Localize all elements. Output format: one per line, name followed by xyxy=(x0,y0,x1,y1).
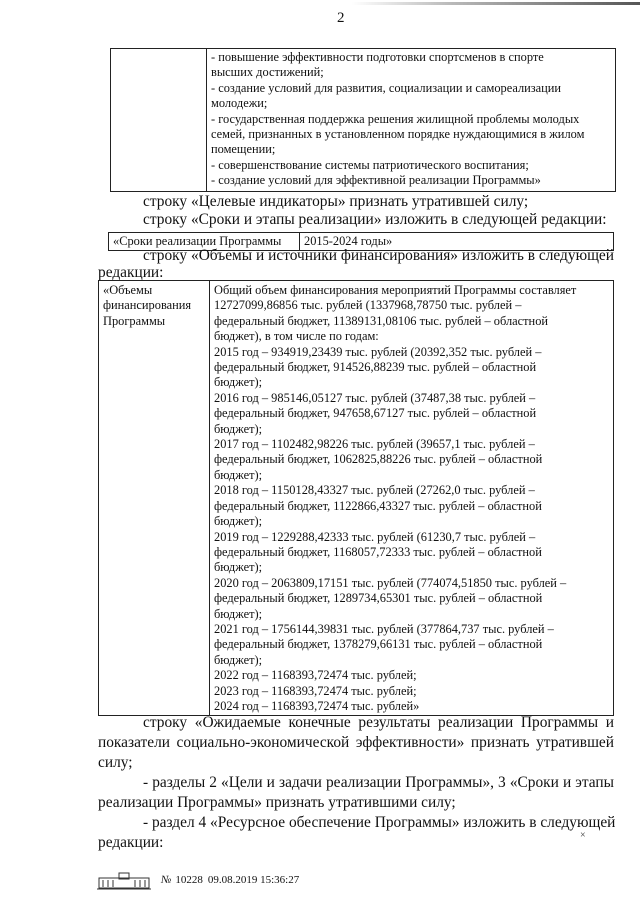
finance-line: федеральный бюджет, 11389131,08106 тыс. рублей – областной xyxy=(214,313,549,328)
goals-line: - повышение эффективности подготовки спортсменов в спорте xyxy=(211,50,544,64)
page-number: 2 xyxy=(337,10,345,26)
finance-table xyxy=(98,280,614,716)
finance-line: 2016 год – 985146,05127 тыс. рублей (37487,38 тыс. рублей – xyxy=(214,390,536,405)
finance-label-line: «Объемы xyxy=(103,283,153,297)
finance-line: 2015 год – 934919,23439 тыс. рублей (20392,352 тыс. рублей – xyxy=(214,344,542,359)
finance-line: 2020 год – 2063809,17151 тыс. рублей (774074,51850 тыс. рублей – xyxy=(214,575,567,590)
paragraph-expected-results: строку «Ожидаемые конечные результаты реализации Программы и xyxy=(143,714,614,731)
goals-line: - совершенствование системы патриотического воспитания; xyxy=(211,157,529,172)
paragraph-sections-2-3: - разделы 2 «Цели и задачи реализации Программы», 3 «Сроки и этапы xyxy=(143,774,614,791)
finance-line: федеральный бюджет, 914526,88239 тыс. рублей – областной xyxy=(214,360,537,375)
building-logo-icon xyxy=(97,869,151,891)
goals-line: - создание условий для эффективной реализации Программы» xyxy=(211,173,541,188)
finance-line: бюджет); xyxy=(214,375,263,390)
goals-line: помещении; xyxy=(211,142,276,157)
goals-table xyxy=(110,48,616,192)
paragraph-section-4-cont: редакции: xyxy=(98,834,164,851)
goals-line: - государственная поддержка решения жилищной проблемы молодых xyxy=(211,111,580,126)
paragraph-expected-results-cont: показатели социально-экономической эффективности» признать утратившей xyxy=(98,734,614,751)
paragraph-expected-results-end: силу; xyxy=(98,754,133,771)
scan-edge xyxy=(0,2,640,5)
finance-label-line: финансирования xyxy=(103,298,192,313)
finance-line: 2023 год – 1168393,72474 тыс. рублей; xyxy=(214,683,417,698)
finance-line: федеральный бюджет, 1122866,43327 тыс. рублей – областной xyxy=(214,498,542,513)
finance-line: 2019 год – 1229288,42333 тыс. рублей (61230,7 тыс. рублей – xyxy=(214,529,536,544)
finance-line: 2017 год – 1102482,98226 тыс. рублей (39657,1 тыс. рублей – xyxy=(214,437,535,452)
finance-line: федеральный бюджет, 1378279,66131 тыс. рублей – областной xyxy=(214,637,543,652)
finance-line: 12727099,86856 тыс. рублей (1337968,78750 тыс. рублей – xyxy=(214,298,522,313)
finance-label-cell xyxy=(99,281,210,716)
finance-line: бюджет); xyxy=(214,514,263,529)
terms-value-cell: 2015-2024 годы» xyxy=(300,233,614,251)
finance-line: федеральный бюджет, 1168057,72333 тыс. рублей – областной xyxy=(214,544,542,559)
footer-number-sign: № xyxy=(161,874,172,886)
finance-line: федеральный бюджет, 1289734,65301 тыс. рублей – областной xyxy=(214,591,543,606)
paragraph-finance-intro: строку «Объемы и источники финансирования» изложить в следующей xyxy=(143,247,614,264)
finance-line: 2024 год – 1168393,72474 тыс. рублей» xyxy=(214,698,420,713)
finance-line: 2018 год – 1150128,43327 тыс. рублей (27262,0 тыс. рублей – xyxy=(214,483,535,498)
finance-content-cell xyxy=(210,281,614,716)
finance-line: Общий объем финансирования мероприятий Программы составляет xyxy=(214,283,577,297)
finance-line: 2021 год – 1756144,39831 тыс. рублей (377864,737 тыс. рублей – xyxy=(214,621,554,636)
finance-line: бюджет); xyxy=(214,560,263,575)
paragraph-target-indicators: строку «Целевые индикаторы» признать утратившей силу; xyxy=(143,193,529,210)
paragraph-section-4: - раздел 4 «Ресурсное обеспечение Программы» изложить в следующей xyxy=(143,814,616,831)
paragraph-sections-2-3-cont: реализации Программы» признать утратившими силу; xyxy=(98,794,456,811)
footer-datetime: 09.08.2019 15:36:27 xyxy=(207,874,300,886)
goals-table-content-cell xyxy=(207,49,616,192)
goals-line: молодежи; xyxy=(211,96,268,111)
goals-line: семей, признанных в установленном порядке нуждающимися в жилом xyxy=(211,127,585,142)
finance-line: бюджет), в том числе по годам: xyxy=(214,329,379,344)
goals-line: - создание условий для развития, социализации и самореализации xyxy=(211,80,562,95)
finance-line: 2022 год – 1168393,72474 тыс. рублей; xyxy=(214,668,417,683)
footer-doc-id: 10228 xyxy=(175,874,203,886)
finance-line: бюджет); xyxy=(214,652,263,667)
finance-line: бюджет); xyxy=(214,467,263,482)
finance-line: федеральный бюджет, 1062825,88226 тыс. рублей – областной xyxy=(214,452,543,467)
finance-line: федеральный бюджет, 947658,67127 тыс. рублей – областной xyxy=(214,406,537,421)
finance-line: бюджет); xyxy=(214,421,263,436)
finance-label-line: Программы xyxy=(103,313,166,328)
paragraph-finance-intro-cont: редакции: xyxy=(98,264,164,281)
scan-mark: × xyxy=(580,830,586,841)
paragraph-terms-intro: строку «Сроки и этапы реализации» изложить в следующей редакции: xyxy=(143,211,607,228)
goals-table-empty-cell xyxy=(111,49,207,192)
finance-line: бюджет); xyxy=(214,606,263,621)
goals-line: высших достижений; xyxy=(211,65,324,80)
footer xyxy=(97,869,299,891)
terms-label-cell: «Сроки реализации Программы xyxy=(109,233,300,251)
